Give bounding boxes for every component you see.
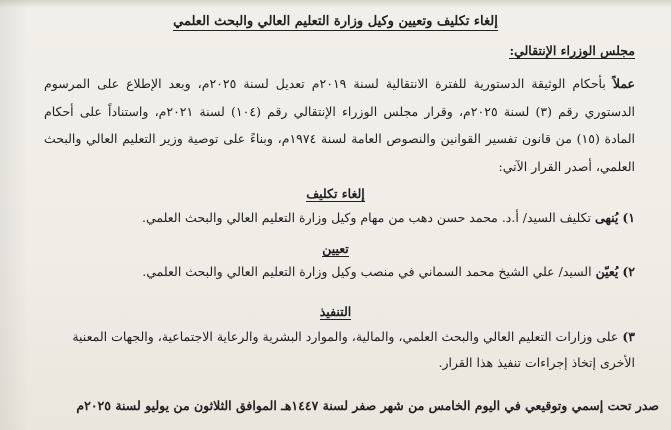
page-top-edge <box>0 0 671 8</box>
item-verb: يُعيّن <box>595 264 619 279</box>
page-left-shadow <box>0 0 28 430</box>
item-text: تكليف السيد/ أ.د. محمد حسن دهب من مهام وكيل وزارة التعليم العالي والبحث العلمي. <box>142 210 595 225</box>
section-heading-text: التنفيذ <box>319 304 352 319</box>
preamble-paragraph <box>44 70 635 180</box>
preamble-lead: عملاً <box>612 76 636 91</box>
item-text: السيد/ علي الشيخ محمد السماني في منصب وكيل وزارة التعليم العالي والبحث العلمي. <box>142 264 596 279</box>
item-number: ٢) <box>622 264 635 279</box>
document-title <box>0 14 671 29</box>
decision-item-3 <box>40 324 635 376</box>
document-title-text: إلغاء تكليف وتعيين وكيل وزارة التعليم العالي والبحث العلمي <box>173 14 498 29</box>
preamble-text: بأحكام الوثيقة الدستورية للفترة الانتقالية لسنة ٢٠١٩م تعديل لسنة ٢٠٢٥م، وبعد الإطلاع على المرسوم الدستوري رقم (٣) لسنة ٢٠٢٥م، وقرار مجلس الوزراء الإنتقالي رقم (١٠٤) لسنة ٢٠٢١م، واستناداً على أحكام المادة (١٥) من قانون تفسير القوانين والنصوص العامة لسنة ١٩٧٤م، وبناءً على توصية وزير التعليم العالي والبحث العلمي، أصدر القرار الآتي: <box>44 76 636 174</box>
decision-item-2 <box>40 259 635 285</box>
item-text: على وزارات التعليم العالي والبحث العلمي، والمالية، والموارد البشرية والرعاية الاجتماعية، والجهات المعنية الأخرى إتخاذ إجراءات تنفيذ هذا القرار. <box>72 329 635 370</box>
item-number: ١) <box>622 210 635 225</box>
section-heading-text: إلغاء تكليف <box>306 186 365 201</box>
section-heading-appoint <box>0 241 671 256</box>
section-heading-cancel <box>0 186 671 201</box>
item-verb: يُنهى <box>594 210 619 225</box>
section-heading-execution <box>0 304 671 319</box>
issuance-footer: صدر تحت إسمي وتوقيعي في اليوم الخامس من شهر صفر لسنة ١٤٤٧هـ الموافق الثلاثون من يوليو لسنة ٢٠٢٥م <box>76 398 659 413</box>
council-heading <box>509 43 635 58</box>
council-heading-text: مجلس الوزراء الإنتقالي: <box>509 43 635 58</box>
item-number: ٣) <box>622 329 635 344</box>
section-heading-text: تعيين <box>322 241 349 256</box>
decision-item-1 <box>40 205 635 231</box>
